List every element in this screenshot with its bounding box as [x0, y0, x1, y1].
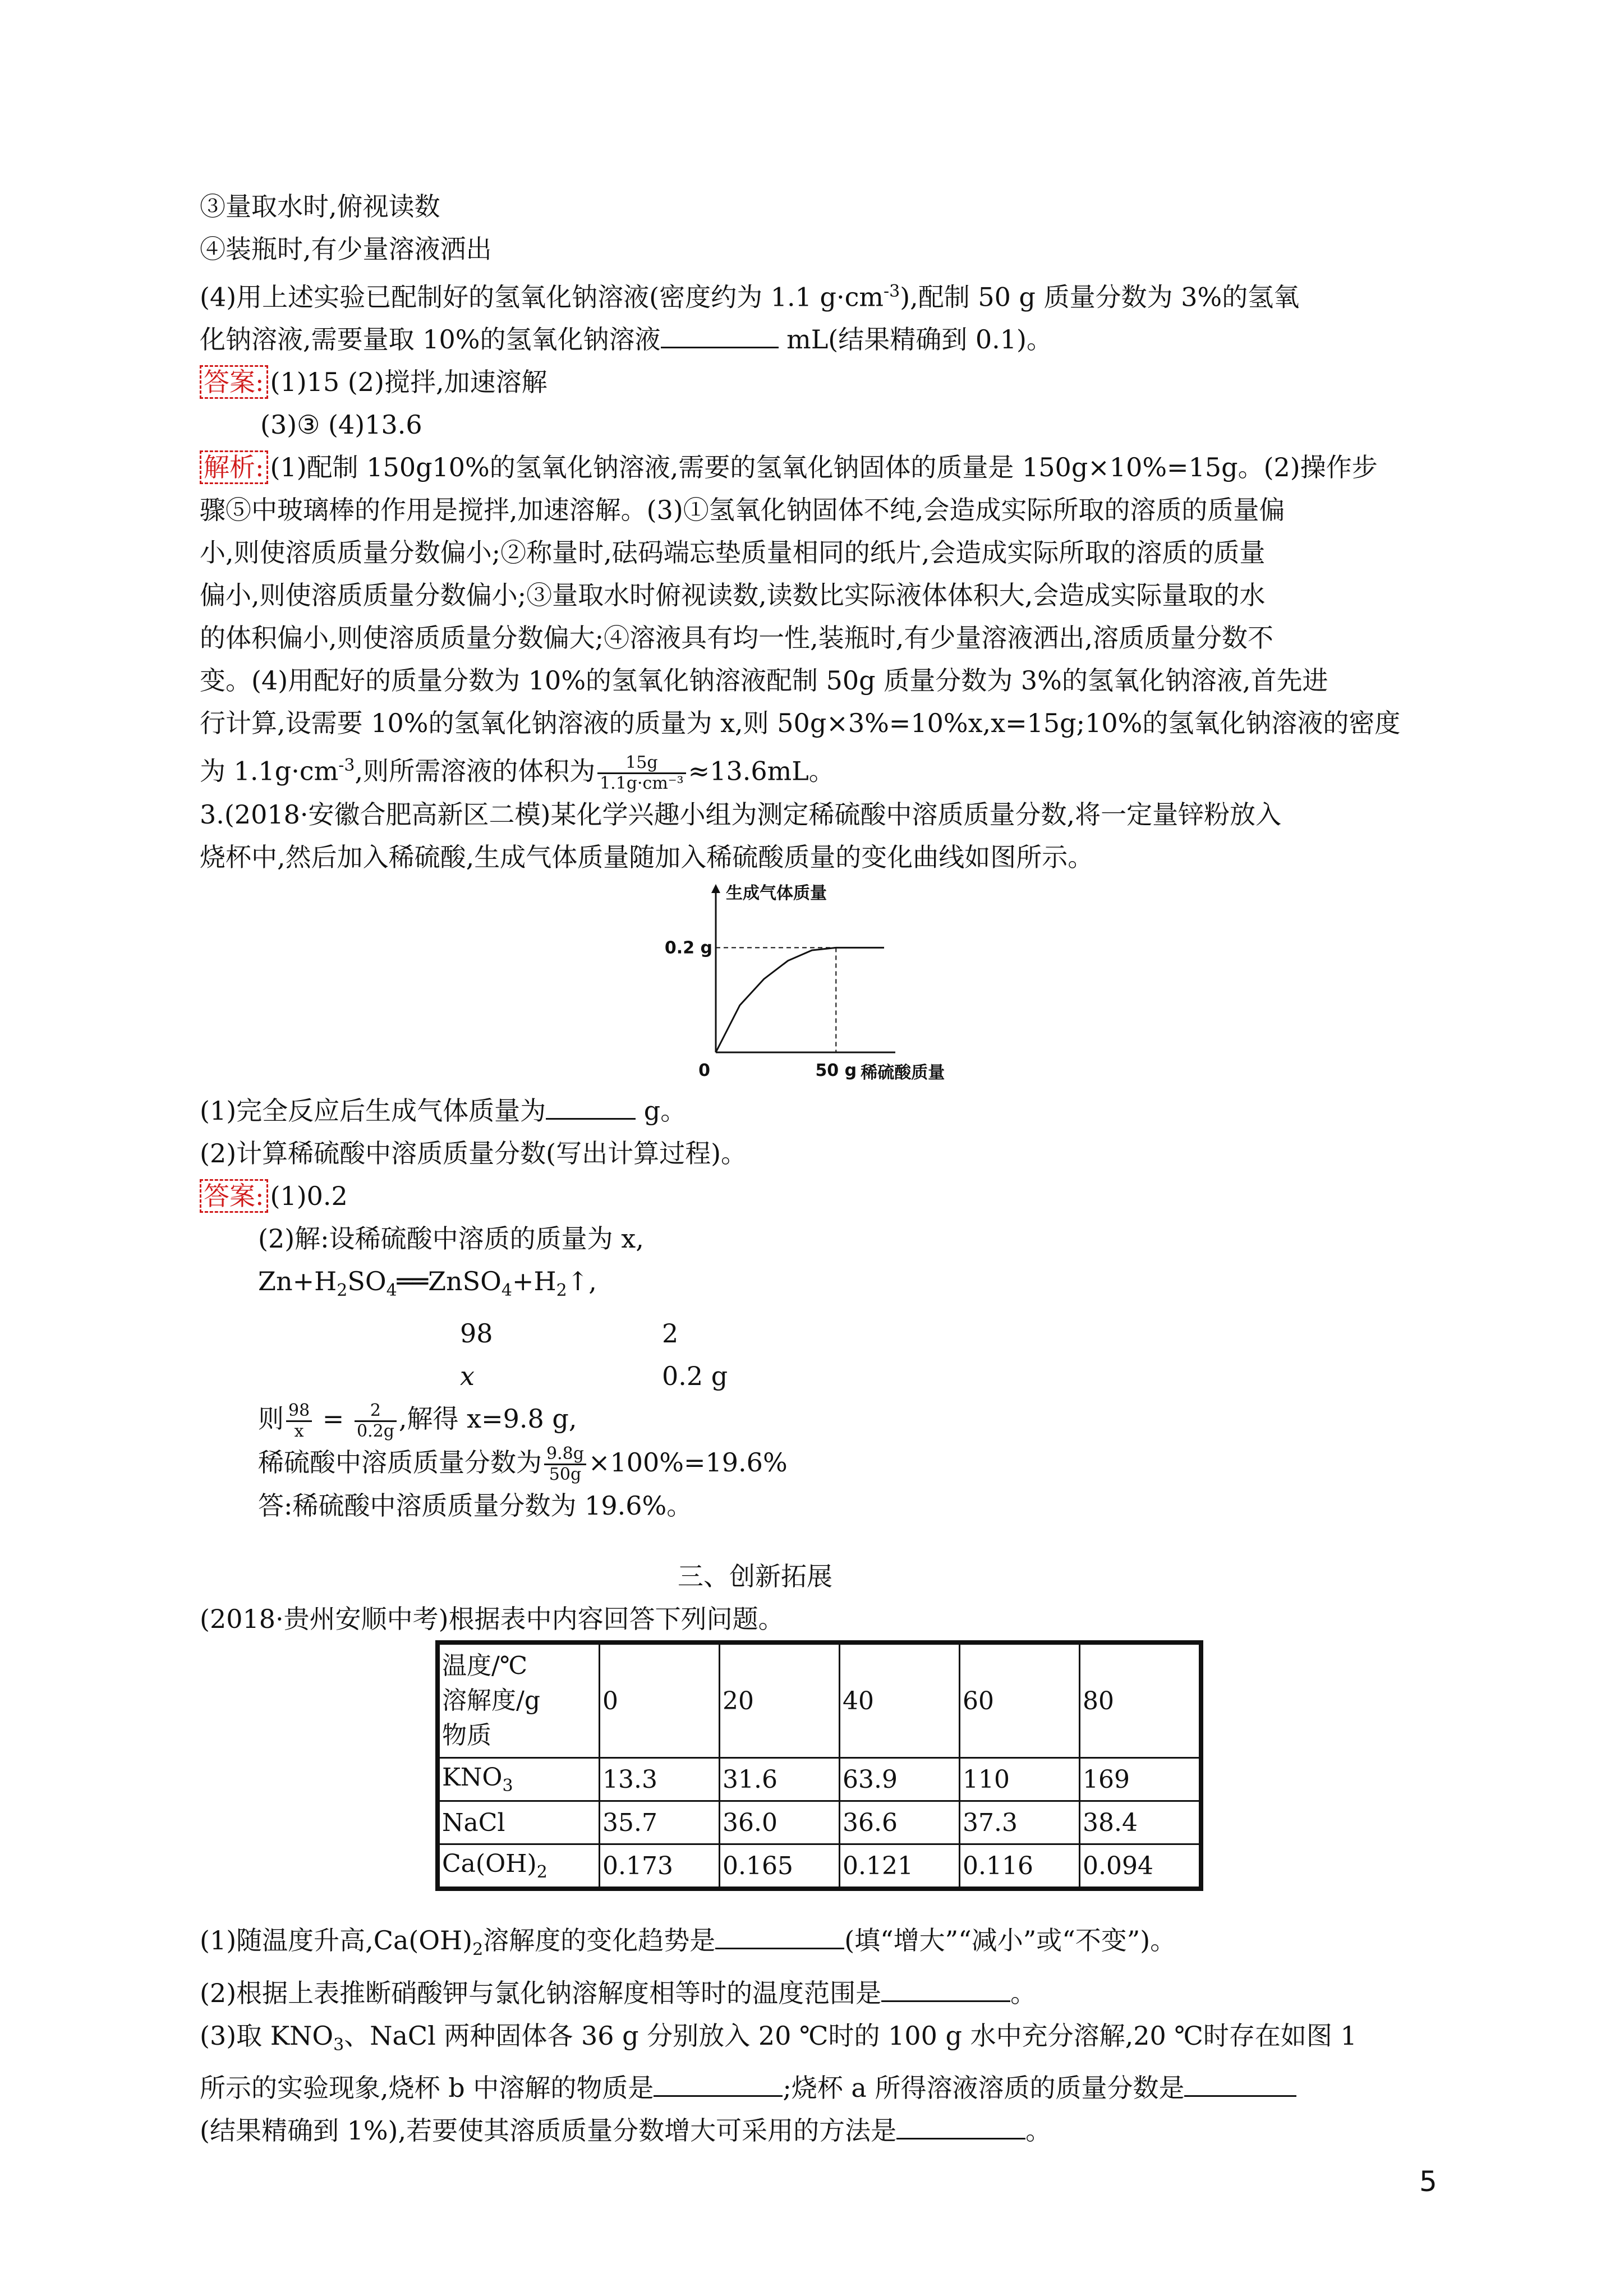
page-number: 5 [1419, 2165, 1437, 2198]
table-row: NaCl 35.7 36.0 36.6 37.3 38.4 [438, 1801, 1201, 1844]
text-line: 偏小,则使溶质质量分数偏小;③量取水时俯视读数,读数比实际液体体积大,会造成实际量取的水 [200, 580, 1266, 611]
answer-tag: 答案: [200, 365, 268, 399]
text-line: (结果精确到 1%),若要使其溶质质量分数增大可采用的方法是 。 [200, 2115, 1052, 2146]
gas-mass-chart [664, 884, 945, 1086]
section-title: 三、创新拓展 [678, 1561, 832, 1592]
text-line: (2)计算稀硫酸中溶质质量分数(写出计算过程)。 [200, 1138, 747, 1169]
answer-blank [661, 324, 779, 348]
text-line: (2)根据上表推断硝酸钾与氯化钠溶解度相等时的温度范围是 。 [200, 1977, 1037, 2008]
table-cell: 80 [1080, 1642, 1202, 1758]
text-line: 小,则使溶质质量分数偏小;②称量时,砝码端忘垫质量相同的纸片,会造成实际所取的溶质的质量 [200, 537, 1266, 568]
ratio-row: 98 2 [460, 1318, 679, 1349]
text-line: (1)完全反应后生成气体质量为 g。 [200, 1096, 687, 1126]
answer-block: 答案: (1)0.2 [200, 1175, 1434, 1217]
percent-calc: 稀硫酸中溶质质量分数为 $\frac{9.8g}{50g}$ ×100%=19.6% [258, 1444, 788, 1485]
text-line: 答:稀硫酸中溶质质量分数为 19.6%。 [258, 1490, 693, 1521]
text-line: ④装瓶时,有少量溶液洒出 [200, 234, 492, 264]
text-line: (2)解:设稀硫酸中溶质的质量为 x, [258, 1223, 644, 1254]
text-line: 骤⑤中玻璃棒的作用是搅拌,加速溶解。(3)①氢氧化钠固体不纯,会造成实际所取的溶质的质量偏 [200, 495, 1285, 526]
solubility-table [435, 1640, 1203, 1891]
answer-block: 答案: (1)15 (2)搅拌,加速溶解 [200, 361, 1434, 403]
y-axis-title: 生成气体质量 [726, 884, 827, 904]
proportion: 则 $\frac{98}{x}$ = $\frac{2}{0.2g}$ ,解得 x=9.8 g, [258, 1400, 577, 1441]
text-line: 烧杯中,然后加入稀硫酸,生成气体质量随加入稀硫酸质量的变化曲线如图所示。 [200, 842, 1094, 873]
text-line: 行计算,设需要 10%的氢氧化钠溶液的质量为 x,则 50g×3%=10%x,x=15g;10%的氢氧化钠溶液的密度 [200, 708, 1401, 739]
ratio-row: x 0.2 g [460, 1361, 728, 1392]
text-line: 所示的实验现象,烧杯 b 中溶解的物质是 ;烧杯 a 所得溶液溶质的质量分数是 [200, 2067, 1434, 2109]
text-line: ③量取水时,俯视读数 [200, 191, 440, 222]
text-line: (4)用上述实验已配制好的氢氧化钠溶液(密度约为 1.1 $g\cdot cm^{-3}$),配制 50 g 质量分数为 3%的氢氧 [200, 282, 1300, 312]
document-page [200, 185, 1434, 2152]
table-row: $KNO_3$ 13.3 31.6 63.9 110 169 [438, 1758, 1201, 1801]
answer-blank [1184, 2073, 1296, 2097]
text-line: 的体积偏小,则使溶质质量分数偏大;④溶液具有均一性,装瓶时,有少量溶液洒出,溶质质量分数不 [200, 623, 1273, 654]
fraction: $\frac{15g}{\text{1.1g·cm⁻³}}$ [597, 753, 686, 793]
answer-blank [654, 2073, 783, 2097]
question-3: 3.(2018·安徽合肥高新区二模)某化学兴趣小组为测定稀硫酸中溶质质量分数,将一定量锌粉放入 [200, 799, 1282, 830]
answer-tag: 答案: [200, 1179, 268, 1213]
table-cell: 60 [960, 1642, 1080, 1758]
y-tick-label: 0.2 g [664, 938, 712, 958]
answer-blank [881, 1978, 1010, 2002]
question-4: (2018·贵州安顺中考)根据表中内容回答下列问题。 [200, 1604, 784, 1635]
explanation-block: 解析: (1)配制 150g10%的氢氧化钠溶液,需要的氢氧化钠固体的质量是 150g×10%=15g。(2)操作步 [200, 446, 1434, 489]
explanation-tag: 解析: [200, 450, 268, 484]
text-line: 化钠溶液,需要量取 10%的氢氧化钠溶液 mL(结果精确到 0.1)。 [200, 324, 1052, 355]
table-cell: 40 [840, 1642, 960, 1758]
table-header-row: 温度/℃ 溶解度/g 物质 0 20 40 60 80 [438, 1642, 1201, 1758]
text-line: (1)随温度升高$,Ca(OH)_2$溶解度的变化趋势是 (填“增大”“减小”或“不变”)。 [200, 1925, 1176, 1960]
answer-blank [896, 2115, 1025, 2139]
origin-label: 0 [698, 1061, 710, 1081]
x-axis-title: 稀硫酸质量 [861, 1063, 945, 1083]
text-line: (3)取 $KNO_3$、NaCl 两种固体各 36 g 分别放入 20 ℃时的 100 g 水中充分溶解,20 ℃时存在如图 1 [200, 2020, 1357, 2055]
table-cell: 0 [600, 1642, 720, 1758]
x-tick-label: 50 g [815, 1061, 857, 1081]
answer-blank [546, 1096, 636, 1120]
table-row: $Ca(OH)_2$ 0.173 0.165 0.121 0.116 0.094 [438, 1844, 1201, 1889]
y-axis-arrow [711, 884, 720, 893]
text-line: 为 $1.1g\cdot cm^{-3}$,则所需溶液的体积为 $\frac{15g}{\text{1.1g·cm⁻³}}$ ≈13.6mL。 [200, 753, 835, 794]
answer-blank [715, 1925, 844, 1949]
table-cell: 20 [720, 1642, 840, 1758]
text-line: (3)③ (4)13.6 [260, 409, 422, 440]
text-line: 变。(4)用配好的质量分数为 10%的氢氧化钠溶液配制 50g 质量分数为 3%的氢氧化钠溶液,首先进 [200, 665, 1328, 696]
chemical-equation: $Zn+H_2SO_4══ZnSO_4+H_2↑$, [258, 1266, 597, 1301]
series-line [716, 947, 884, 1052]
